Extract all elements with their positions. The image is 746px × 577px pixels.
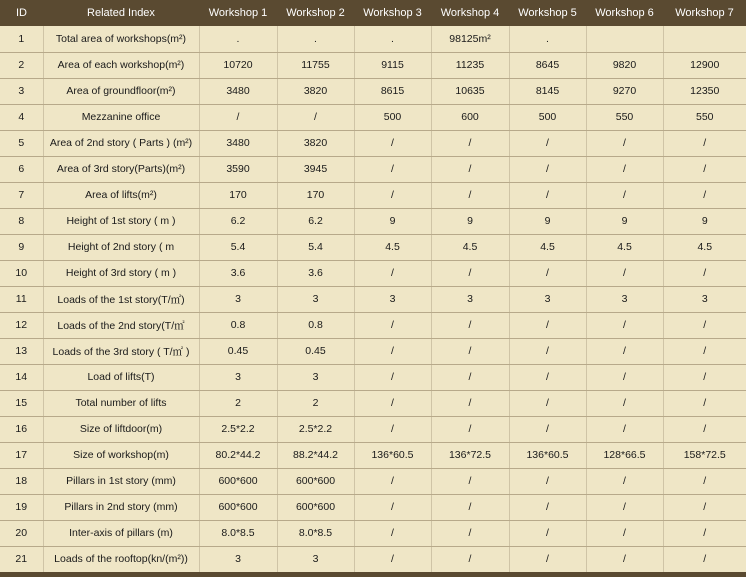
column-header: Workshop 1 <box>199 0 277 26</box>
workshop-value-cell: / <box>431 520 509 546</box>
workshop-value-cell: / <box>663 182 746 208</box>
workshop-value-cell: / <box>586 520 663 546</box>
row-id-cell: 17 <box>0 442 43 468</box>
workshop-value-cell: 4.5 <box>663 234 746 260</box>
column-header: Workshop 3 <box>354 0 431 26</box>
workshop-value-cell: 4.5 <box>354 234 431 260</box>
workshop-value-cell: / <box>431 468 509 494</box>
workshop-value-cell: / <box>431 364 509 390</box>
workshop-value-cell: / <box>663 468 746 494</box>
workshop-value-cell: / <box>509 364 586 390</box>
table-row <box>0 442 746 468</box>
workshop-value-cell: / <box>663 364 746 390</box>
related-index-cell: Area of lifts(m²) <box>43 182 199 208</box>
workshop-value-cell: 3820 <box>277 78 354 104</box>
workshop-value-cell: / <box>586 260 663 286</box>
column-header: Workshop 5 <box>509 0 586 26</box>
workshop-value-cell: 600*600 <box>277 468 354 494</box>
table-row <box>0 182 746 208</box>
related-index-cell: Total area of workshops(m²) <box>43 26 199 52</box>
workshop-value-cell: 3 <box>277 286 354 312</box>
workshop-value-cell: 9 <box>586 208 663 234</box>
workshop-value-cell: . <box>354 26 431 52</box>
workshop-value-cell <box>663 26 746 52</box>
workshop-value-cell: / <box>431 416 509 442</box>
workshop-value-cell: / <box>509 468 586 494</box>
workshop-value-cell: 3 <box>586 286 663 312</box>
workshop-value-cell: 6.2 <box>199 208 277 234</box>
table-row <box>0 468 746 494</box>
workshop-value-cell: 9270 <box>586 78 663 104</box>
workshop-value-cell: 10720 <box>199 52 277 78</box>
workshop-value-cell: / <box>431 390 509 416</box>
table-row <box>0 234 746 260</box>
row-id-cell: 6 <box>0 156 43 182</box>
table-row <box>0 260 746 286</box>
related-index-cell: Mezzanine office <box>43 104 199 130</box>
workshop-value-cell: / <box>509 312 586 338</box>
column-header: ID <box>0 0 43 26</box>
workshop-value-cell: 3 <box>199 286 277 312</box>
workshop-value-cell: 3 <box>199 546 277 572</box>
row-id-cell: 3 <box>0 78 43 104</box>
column-header: Related Index <box>43 0 199 26</box>
workshop-value-cell: / <box>354 182 431 208</box>
workshop-value-cell: 600*600 <box>199 494 277 520</box>
workshop-value-cell: / <box>431 546 509 572</box>
table-row <box>0 208 746 234</box>
workshop-value-cell: / <box>586 312 663 338</box>
workshop-value-cell: / <box>431 156 509 182</box>
workshop-value-cell: / <box>431 260 509 286</box>
workshop-value-cell: / <box>431 312 509 338</box>
workshop-value-cell: 8645 <box>509 52 586 78</box>
workshop-value-cell: 9 <box>663 208 746 234</box>
workshop-value-cell: / <box>354 468 431 494</box>
workshop-value-cell: 600 <box>431 104 509 130</box>
workshop-value-cell: 3945 <box>277 156 354 182</box>
workshop-value-cell: 3590 <box>199 156 277 182</box>
workshop-value-cell: 3480 <box>199 130 277 156</box>
row-id-cell: 12 <box>0 312 43 338</box>
workshop-value-cell: 128*66.5 <box>586 442 663 468</box>
workshop-value-cell: 8.0*8.5 <box>277 520 354 546</box>
workshop-value-cell: / <box>354 416 431 442</box>
workshop-value-cell: 550 <box>663 104 746 130</box>
workshop-value-cell: / <box>354 546 431 572</box>
workshop-value-cell: 600*600 <box>277 494 354 520</box>
table-row <box>0 494 746 520</box>
table-row <box>0 416 746 442</box>
workshop-value-cell: / <box>509 494 586 520</box>
workshop-value-cell: / <box>354 338 431 364</box>
workshop-value-cell: / <box>586 494 663 520</box>
workshop-value-cell: 3.6 <box>199 260 277 286</box>
workshop-value-cell: 4.5 <box>586 234 663 260</box>
workshop-value-cell: 4.5 <box>431 234 509 260</box>
related-index-cell: Height of 3rd story ( m ) <box>43 260 199 286</box>
workshop-value-cell: 3 <box>354 286 431 312</box>
workshop-value-cell: 0.45 <box>199 338 277 364</box>
workshop-value-cell: 9 <box>431 208 509 234</box>
related-index-cell: Area of 3rd story(Parts)(m²) <box>43 156 199 182</box>
workshop-value-cell: / <box>586 338 663 364</box>
related-index-cell: Pillars in 2nd story (mm) <box>43 494 199 520</box>
workshop-value-cell: / <box>663 312 746 338</box>
related-index-cell: Load of lifts(T) <box>43 364 199 390</box>
workshop-value-cell: / <box>354 520 431 546</box>
workshop-value-cell: 3820 <box>277 130 354 156</box>
table-row <box>0 130 746 156</box>
workshop-value-cell: / <box>431 130 509 156</box>
table-row <box>0 312 746 338</box>
workshop-value-cell: 0.8 <box>277 312 354 338</box>
workshop-value-cell: / <box>509 390 586 416</box>
workshop-value-cell: / <box>354 390 431 416</box>
workshop-value-cell: 2 <box>199 390 277 416</box>
workshop-value-cell: / <box>431 338 509 364</box>
workshop-value-cell: 8615 <box>354 78 431 104</box>
workshop-value-cell: / <box>354 130 431 156</box>
workshop-value-cell: / <box>509 338 586 364</box>
workshop-value-cell: . <box>199 26 277 52</box>
workshop-value-cell: 3 <box>277 364 354 390</box>
table-row <box>0 52 746 78</box>
workshop-value-cell: 158*72.5 <box>663 442 746 468</box>
workshop-value-cell: 3 <box>663 286 746 312</box>
workshop-value-cell: 10635 <box>431 78 509 104</box>
table-row <box>0 156 746 182</box>
column-header: Workshop 2 <box>277 0 354 26</box>
workshop-value-cell: . <box>277 26 354 52</box>
workshop-value-cell: / <box>509 520 586 546</box>
workshop-value-cell: / <box>663 338 746 364</box>
workshop-value-cell: / <box>663 546 746 572</box>
related-index-cell: Loads of the 1st story(T/㎡) <box>43 286 199 312</box>
workshop-value-cell: / <box>509 416 586 442</box>
workshop-value-cell: 3 <box>199 364 277 390</box>
related-index-cell: Size of workshop(m) <box>43 442 199 468</box>
workshop-value-cell: 3 <box>277 546 354 572</box>
workshop-value-cell: 98125m² <box>431 26 509 52</box>
workshop-value-cell: / <box>431 182 509 208</box>
workshop-value-cell: / <box>277 104 354 130</box>
workshop-value-cell: / <box>586 416 663 442</box>
workshop-value-cell: / <box>509 130 586 156</box>
row-id-cell: 7 <box>0 182 43 208</box>
workshop-value-cell: 88.2*44.2 <box>277 442 354 468</box>
workshop-value-cell: 9 <box>354 208 431 234</box>
related-index-cell: Inter-axis of pillars (m) <box>43 520 199 546</box>
row-id-cell: 20 <box>0 520 43 546</box>
workshop-value-cell: / <box>509 182 586 208</box>
bottom-bar <box>0 572 746 577</box>
table-row <box>0 338 746 364</box>
workshop-value-cell: 136*60.5 <box>354 442 431 468</box>
table-row <box>0 26 746 52</box>
workshop-value-cell: 12350 <box>663 78 746 104</box>
workshop-value-cell: 8145 <box>509 78 586 104</box>
table-row <box>0 78 746 104</box>
workshop-value-cell: / <box>663 520 746 546</box>
table-row <box>0 104 746 130</box>
workshop-value-cell: 2.5*2.2 <box>199 416 277 442</box>
workshop-value-cell: / <box>586 130 663 156</box>
workshop-value-cell: / <box>509 156 586 182</box>
table-row <box>0 546 746 572</box>
workshop-value-cell <box>586 26 663 52</box>
workshop-value-cell: / <box>509 546 586 572</box>
table-row <box>0 364 746 390</box>
workshop-value-cell: / <box>663 416 746 442</box>
workshop-value-cell: 9115 <box>354 52 431 78</box>
row-id-cell: 5 <box>0 130 43 156</box>
workshop-value-cell: 3480 <box>199 78 277 104</box>
workshop-value-cell: . <box>509 26 586 52</box>
workshop-value-cell: 8.0*8.5 <box>199 520 277 546</box>
row-id-cell: 8 <box>0 208 43 234</box>
workshop-value-cell: 170 <box>277 182 354 208</box>
table-body <box>0 26 746 572</box>
row-id-cell: 15 <box>0 390 43 416</box>
workshop-value-cell: 6.2 <box>277 208 354 234</box>
column-header: Workshop 7 <box>663 0 746 26</box>
workshop-value-cell: / <box>663 130 746 156</box>
row-id-cell: 14 <box>0 364 43 390</box>
related-index-cell: Area of groundfloor(m²) <box>43 78 199 104</box>
workshop-value-cell: / <box>431 494 509 520</box>
workshop-value-cell: / <box>586 364 663 390</box>
related-index-cell: Size of liftdoor(m) <box>43 416 199 442</box>
workshop-value-cell: / <box>354 260 431 286</box>
workshop-value-cell: / <box>199 104 277 130</box>
workshop-value-cell: / <box>586 546 663 572</box>
workshop-value-cell: 11235 <box>431 52 509 78</box>
related-index-cell: Loads of the rooftop(kn/(m²)) <box>43 546 199 572</box>
row-id-cell: 9 <box>0 234 43 260</box>
column-header: Workshop 4 <box>431 0 509 26</box>
related-index-cell: Height of 1st story ( m ) <box>43 208 199 234</box>
workshop-value-cell: / <box>509 260 586 286</box>
related-index-cell: Loads of the 3rd story ( T/㎡ ) <box>43 338 199 364</box>
related-index-cell: Pillars in 1st story (mm) <box>43 468 199 494</box>
workshop-value-cell: / <box>586 156 663 182</box>
table-header <box>0 0 746 26</box>
header-row <box>0 0 746 26</box>
row-id-cell: 18 <box>0 468 43 494</box>
workshop-value-cell: / <box>586 468 663 494</box>
related-index-cell: Height of 2nd story ( m <box>43 234 199 260</box>
workshop-value-cell: 12900 <box>663 52 746 78</box>
workshop-value-cell: 11755 <box>277 52 354 78</box>
workshop-value-cell: 4.5 <box>509 234 586 260</box>
row-id-cell: 10 <box>0 260 43 286</box>
row-id-cell: 1 <box>0 26 43 52</box>
workshop-value-cell: 5.4 <box>277 234 354 260</box>
workshop-value-cell: / <box>663 260 746 286</box>
workshop-value-cell: 9 <box>509 208 586 234</box>
workshop-value-cell: 136*72.5 <box>431 442 509 468</box>
related-index-cell: Total number of lifts <box>43 390 199 416</box>
workshop-value-cell: / <box>663 390 746 416</box>
table-row <box>0 390 746 416</box>
workshop-value-cell: 0.45 <box>277 338 354 364</box>
table-row <box>0 520 746 546</box>
workshop-value-cell: 550 <box>586 104 663 130</box>
workshop-value-cell: 170 <box>199 182 277 208</box>
workshop-value-cell: 3 <box>431 286 509 312</box>
table-row <box>0 286 746 312</box>
workshop-value-cell: 600*600 <box>199 468 277 494</box>
related-index-cell: Area of 2nd story ( Parts ) (m²) <box>43 130 199 156</box>
workshop-value-cell: 80.2*44.2 <box>199 442 277 468</box>
workshop-value-cell: / <box>354 364 431 390</box>
row-id-cell: 4 <box>0 104 43 130</box>
workshop-value-cell: 0.8 <box>199 312 277 338</box>
row-id-cell: 19 <box>0 494 43 520</box>
workshop-value-cell: 500 <box>509 104 586 130</box>
related-index-cell: Loads of the 2nd story(T/㎡ <box>43 312 199 338</box>
column-header: Workshop 6 <box>586 0 663 26</box>
workshop-value-cell: 3.6 <box>277 260 354 286</box>
workshop-value-cell: 2.5*2.2 <box>277 416 354 442</box>
related-index-cell: Area of each workshop(m²) <box>43 52 199 78</box>
workshop-value-cell: / <box>354 494 431 520</box>
workshop-value-cell: 500 <box>354 104 431 130</box>
row-id-cell: 21 <box>0 546 43 572</box>
workshop-value-cell: / <box>354 312 431 338</box>
workshop-value-cell: 3 <box>509 286 586 312</box>
workshop-value-cell: / <box>354 156 431 182</box>
workshop-value-cell: / <box>586 390 663 416</box>
workshop-value-cell: 2 <box>277 390 354 416</box>
workshop-value-cell: 9820 <box>586 52 663 78</box>
workshop-value-cell: / <box>586 182 663 208</box>
row-id-cell: 13 <box>0 338 43 364</box>
workshop-value-cell: 5.4 <box>199 234 277 260</box>
row-id-cell: 2 <box>0 52 43 78</box>
workshop-value-cell: / <box>663 156 746 182</box>
workshop-value-cell: / <box>663 494 746 520</box>
row-id-cell: 11 <box>0 286 43 312</box>
row-id-cell: 16 <box>0 416 43 442</box>
workshop-value-cell: 136*60.5 <box>509 442 586 468</box>
